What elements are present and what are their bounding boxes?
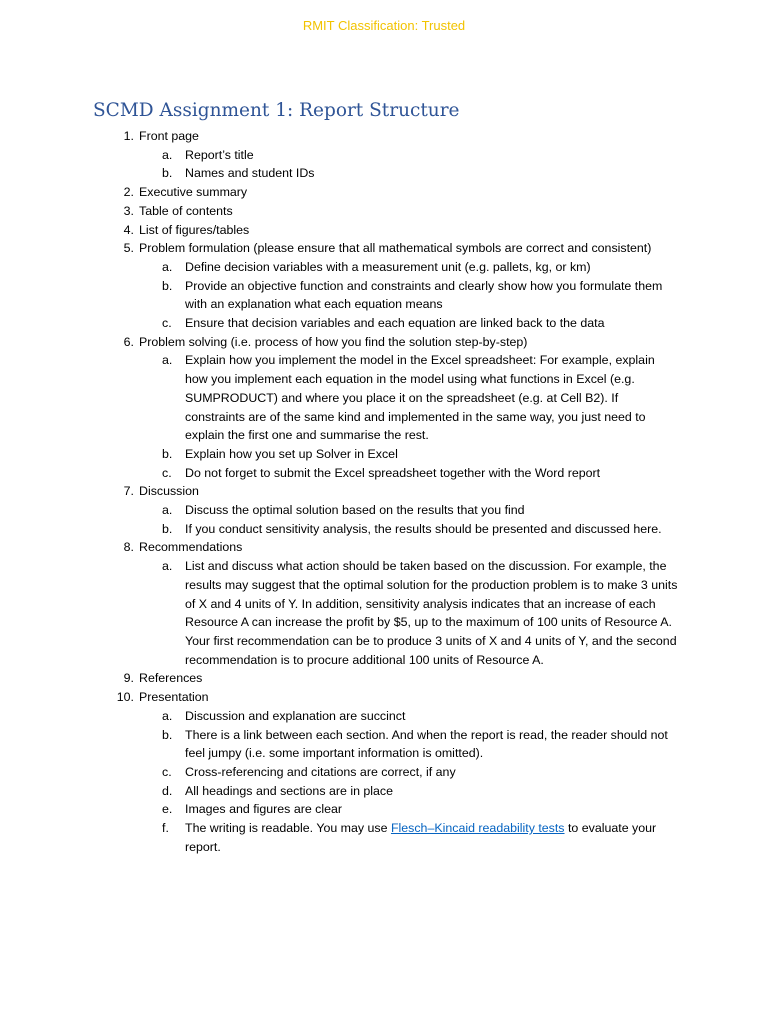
- list-item-number: 10.: [116, 690, 134, 705]
- list-item-number: 2.: [123, 185, 134, 200]
- sub-item-text: If you conduct sensitivity analysis, the results should be presented and discussed here.: [185, 521, 662, 536]
- list-item-number: 8.: [123, 540, 134, 555]
- sub-item: [0, 164, 680, 183]
- list-item-text: Discussion: [139, 484, 199, 499]
- sub-item: [0, 501, 680, 520]
- sub-item-text: All headings and sections are in place: [185, 783, 394, 798]
- sub-item-text-continued: to evaluate your report.: [185, 821, 657, 854]
- list-item-number: 4.: [123, 222, 134, 237]
- list-item-text: Problem formulation (please ensure that all mathematical symbols are correct and consistent): [139, 241, 652, 256]
- sub-item-letter: a.: [162, 503, 173, 518]
- sub-item-letter: b.: [162, 278, 173, 293]
- sub-item-text: Explain how you implement the model in the Excel spreadsheet: For example, explain how you implement each equation in the model using what functions in Excel (e.g. SUMPRODUCT) and where you place it on the spreadsheet (e.g. at Cell B2). If constraints are of the same kind and implemented in the same way, you just need to explain the first one and summarise the rest.: [185, 353, 655, 443]
- sub-item-text: List and discuss what action should be taken based on the discussion. For example, the results may suggest that the optimal solution for the production problem is to make 3 units of X and 4 units of Y. In addition, sensitivity analysis indicates that an increase of each Resource A can increase the profit by $5, up to the maximum of 100 units of Resource A. Your first recommendation can be to produce 3 units of X and 4 units of Y, and the second recommendation is to procure additional 100 units of Resource A.: [185, 559, 678, 667]
- list-item: [0, 688, 679, 707]
- classification-label: RMIT Classification: Trusted: [302, 18, 466, 33]
- sub-item-letter: a.: [162, 353, 173, 368]
- list-item-text: Recommendations: [139, 540, 243, 555]
- sub-item: [0, 314, 680, 333]
- sub-item-letter: d.: [162, 783, 173, 798]
- list-item-text: Presentation: [139, 690, 209, 705]
- sub-item: [0, 258, 680, 277]
- list-item: [0, 538, 679, 557]
- sub-item-letter: f.: [162, 821, 169, 836]
- list-item: [0, 183, 679, 202]
- sub-item: [0, 726, 680, 763]
- sub-item-text: Discuss the optimal solution based on the results that you find: [185, 503, 525, 518]
- sub-item: [0, 800, 680, 819]
- sub-item-letter: b.: [162, 727, 173, 742]
- sub-item: [0, 763, 680, 782]
- sub-item: [0, 782, 680, 801]
- sub-item: [0, 707, 680, 726]
- list-item-number: 6.: [123, 334, 134, 349]
- sub-item-text: Discussion and explanation are succinct: [185, 708, 406, 723]
- list-item-number: 7.: [123, 484, 134, 499]
- list-item-number: 3.: [123, 203, 134, 218]
- sub-item-text: Explain how you set up Solver in Excel: [185, 446, 398, 461]
- list-item: [0, 333, 679, 352]
- sub-item-text: Names and student IDs: [185, 166, 315, 181]
- sub-item-letter: b.: [162, 521, 173, 536]
- sub-item-letter: c.: [162, 316, 172, 331]
- sub-item: [0, 277, 680, 314]
- list-item: [0, 669, 679, 688]
- sub-item-letter: a.: [162, 708, 173, 723]
- sub-item-text: There is a link between each section. And when the report is read, the reader should not feel jumpy (i.e. some important information is omitted).: [185, 727, 668, 761]
- sub-item-letter: e.: [162, 802, 173, 817]
- sub-item: [0, 351, 680, 445]
- list-item: [0, 221, 679, 240]
- sub-item: [0, 520, 680, 539]
- sub-item-text: Images and figures are clear: [185, 802, 343, 817]
- sub-item: [0, 464, 680, 483]
- list-item-number: 1.: [123, 129, 134, 143]
- sub-item: [0, 146, 680, 165]
- sub-item-text: Do not forget to submit the Excel spreadsheet together with the Word report: [185, 465, 601, 480]
- sub-item-letter: b.: [162, 166, 173, 181]
- sub-item-letter: c.: [162, 465, 172, 480]
- report-structure-list: [0, 127, 768, 856]
- list-item-text: Executive summary: [139, 185, 248, 200]
- sub-item-letter: a.: [162, 259, 173, 274]
- sub-item-text: Provide an objective function and constraints and clearly show how you formulate them with an explanation what each equation means: [185, 278, 663, 312]
- readability-link[interactable]: Flesch–Kincaid readability tests: [390, 821, 565, 836]
- list-item: [0, 482, 679, 501]
- sub-item-text: Ensure that decision variables and each equation are linked back to the data: [185, 316, 605, 331]
- sub-item-text: Cross-referencing and citations are correct, if any: [185, 764, 456, 779]
- list-item-text: Table of contents: [139, 203, 233, 218]
- list-item-text: List of figures/tables: [139, 222, 250, 237]
- sub-item: [0, 445, 680, 464]
- sub-item: [0, 557, 680, 669]
- sub-item-letter: b.: [162, 446, 173, 461]
- list-item-text: Problem solving (i.e. process of how you find the solution step-by-step): [139, 334, 528, 349]
- list-item-text: References: [139, 671, 203, 686]
- list-item: [0, 202, 679, 221]
- sub-item-text: Define decision variables with a measurement unit (e.g. pallets, kg, or km): [185, 259, 591, 274]
- sub-item-letter: a.: [162, 559, 173, 574]
- sub-item-text: The writing is readable. You may use: [185, 821, 391, 836]
- sub-item-letter: c.: [162, 764, 172, 779]
- list-item: [0, 239, 679, 258]
- list-item-number: 5.: [123, 241, 134, 256]
- sub-item-letter: a.: [162, 147, 173, 162]
- list-item-text: Front page: [139, 129, 199, 143]
- sub-item-text: Report’s title: [185, 147, 254, 162]
- sub-item: [0, 819, 680, 856]
- document-title: SCMD Assignment 1: Report Structure: [93, 100, 460, 121]
- list-item-number: 9.: [123, 671, 134, 686]
- list-item: [0, 127, 679, 146]
